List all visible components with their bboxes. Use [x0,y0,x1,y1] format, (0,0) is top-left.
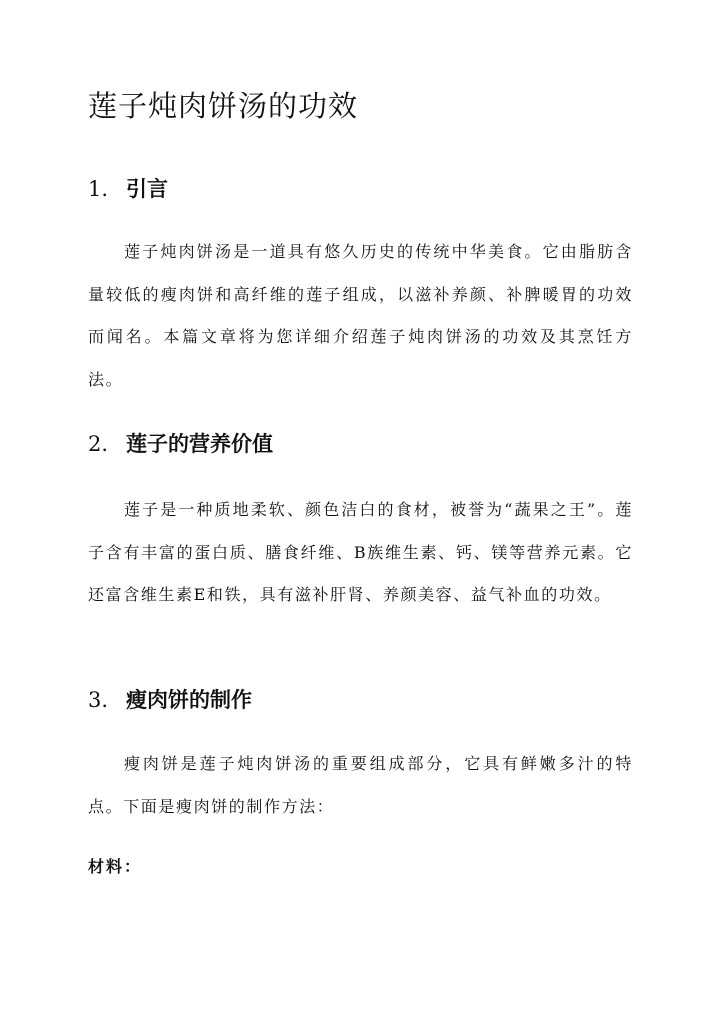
intro-paragraph: 莲子炖肉饼汤是一道具有悠久历史的传统中华美食。它由脂肪含量较低的瘦肉饼和高纤维的莲子组成，以滋补养颜、补脾暖胃的功效而闻名。本篇文章将为您详细介绍莲子炖肉饼汤的功效及其烹饪方法。 [88,242,633,389]
section-number: 2. [88,432,109,456]
section-heading-meat-patty [88,684,252,716]
section-title: 莲子的营养价值 [126,431,273,456]
materials-label: 材料： [88,857,143,876]
section-title: 瘦肉饼的制作 [126,687,252,712]
section-title: 引言 [126,176,168,201]
section-number: 3. [88,688,109,712]
lotus-nutrition-paragraph: 莲子是一种质地柔软、颜色洁白的食材，被誉为“蔬果之王”。莲子含有丰富的蛋白质、膳食纤维、B族维生素、钙、镁等营养元素。它还富含维生素E和铁，具有滋补肝肾、养颜美容、益气补血的功效。 [88,500,633,604]
section-number: 1. [88,177,109,201]
document-title: 莲子炖肉饼汤的功效 [88,89,359,123]
section-heading-intro [88,173,168,205]
section-heading-lotus-nutrition [88,428,273,460]
meat-patty-paragraph: 瘦肉饼是莲子炖肉饼汤的重要组成部分，它具有鲜嫩多汁的特点。下面是瘦肉饼的制作方法： [88,754,633,816]
